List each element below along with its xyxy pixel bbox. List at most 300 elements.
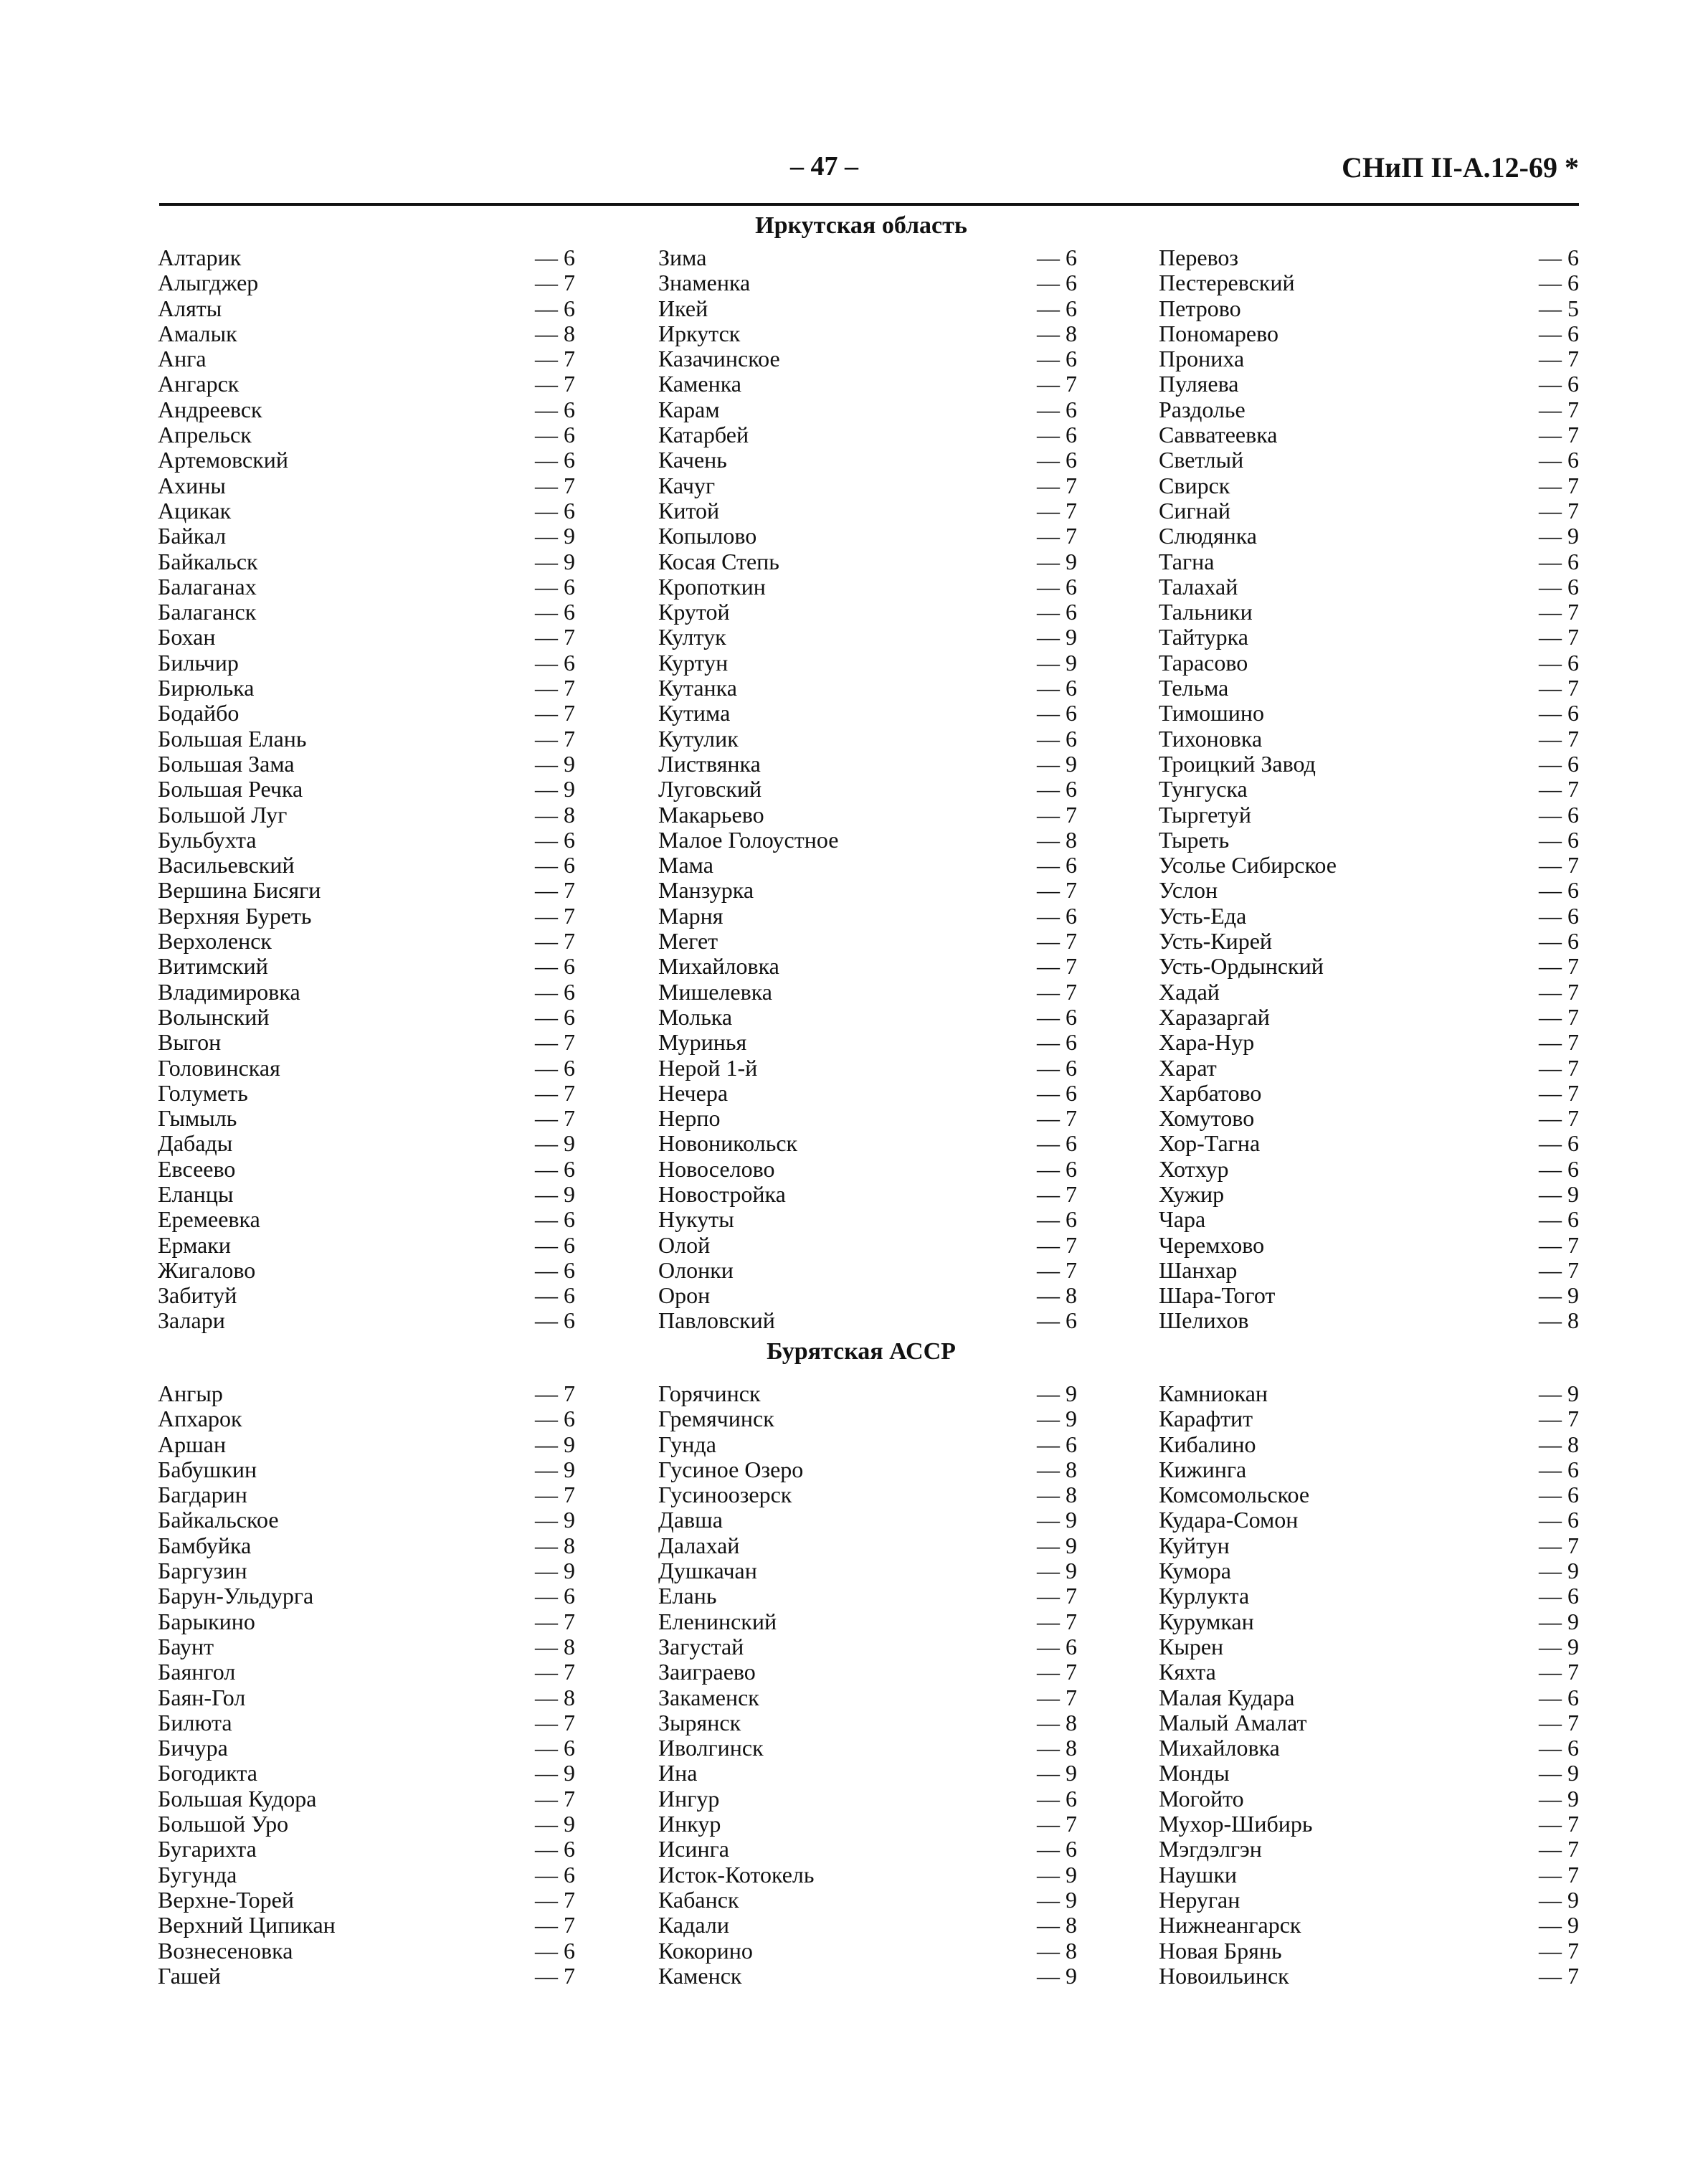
place-value: — 7 [1539,1962,1579,1989]
place-value: — 6 [1539,1507,1579,1533]
place-name: Хотхур [1159,1155,1229,1182]
place-value: — 9 [1539,1633,1579,1659]
place-name: Иволгинск [658,1735,764,1761]
place-name: Душкачан [658,1558,757,1584]
list-item [658,1030,1077,1055]
list-item [658,1131,1077,1156]
list-item [658,1106,1077,1131]
place-name: Гусиное Озеро [658,1456,804,1482]
place-name: Кырен [1159,1633,1224,1659]
place-value: — 6 [1037,270,1077,296]
place-name: Сигнай [1159,497,1231,524]
place-name: Копылово [658,523,757,549]
place-value: — 8 [1037,1482,1077,1508]
place-name: Хадай [1159,978,1220,1005]
place-value: — 8 [1539,1431,1579,1457]
list-item [658,270,1077,295]
place-name: Качуг [658,472,716,498]
list-item [158,1258,575,1283]
place-value: — 7 [1037,523,1077,549]
column-3 [1159,245,1579,1334]
place-value: — 9 [1539,1886,1579,1913]
list-item [158,1406,575,1431]
place-value: — 7 [535,1709,575,1735]
place-name: Еланцы [158,1180,234,1207]
place-name: Манзурка [658,877,754,904]
column-2 [658,245,1077,1334]
place-value: — 6 [535,1282,575,1309]
place-name: Гунда [658,1431,716,1457]
list-item [158,524,575,549]
list-item [1159,1735,1579,1761]
list-item [1159,1131,1579,1156]
list-item [1159,346,1579,371]
place-name: Дабады [158,1130,233,1157]
place-name: Олой [658,1231,711,1258]
list-item [1159,448,1579,473]
place-name: Карам [658,396,720,422]
place-value: — 6 [1539,801,1579,828]
place-name: Казачинское [658,346,780,372]
place-name: Жигалово [158,1256,256,1283]
list-item [658,1888,1077,1913]
list-item [158,397,575,422]
place-value: — 9 [1037,1532,1077,1558]
place-name: Луговский [658,776,762,802]
place-value: — 6 [1539,877,1579,904]
place-name: Нечера [658,1079,729,1106]
place-value: — 6 [1037,1633,1077,1659]
list-item [1159,574,1579,600]
place-name: Каменск [658,1962,742,1989]
place-name: Малая Кудара [1159,1684,1295,1710]
list-item [658,1207,1077,1232]
place-value: — 7 [1539,624,1579,650]
place-name: Пестеревский [1159,270,1295,296]
place-value: — 7 [1037,1583,1077,1609]
list-item [1159,1381,1579,1406]
place-value: — 7 [1539,953,1579,980]
place-value: — 7 [535,270,575,296]
place-name: Барун-Ульдурга [158,1583,314,1609]
list-item [158,1609,575,1634]
place-value: — 9 [1539,1282,1579,1309]
place-name: Петрово [1159,295,1241,321]
place-value: — 7 [1539,1532,1579,1558]
list-item [158,1283,575,1308]
place-name: Анга [158,346,207,372]
list-item [158,828,575,853]
place-name: Тунгуска [1159,776,1248,802]
list-item [658,1533,1077,1558]
place-value: — 7 [535,1912,575,1938]
list-item [158,1888,575,1913]
list-item [158,1533,575,1558]
list-item [158,1659,575,1685]
list-item [1159,904,1579,929]
place-value: — 9 [1539,1785,1579,1812]
place-name: Свирск [1159,472,1230,498]
list-item [1159,1938,1579,1964]
list-item [1159,422,1579,448]
place-value: — 9 [1037,1406,1077,1432]
place-name: Монды [1159,1760,1230,1786]
place-name: Мегет [658,928,718,955]
place-name: Олонки [658,1256,734,1283]
place-name: Новостройка [658,1180,786,1207]
list-item [658,1457,1077,1482]
place-name: Усть-Ордынский [1159,953,1324,980]
place-name: Головинская [158,1054,280,1081]
place-value: — 6 [1539,1456,1579,1482]
place-name: Витимский [158,953,268,980]
list-item [158,1030,575,1055]
list-item [658,929,1077,954]
place-name: Большой Уро [158,1811,289,1837]
list-item [158,1634,575,1659]
place-name: Бабушкин [158,1456,257,1482]
place-value: — 9 [1539,1912,1579,1938]
list-item [658,448,1077,473]
place-value: — 6 [1037,599,1077,625]
place-name: Тимошино [1159,700,1265,726]
place-name: Кутулик [658,725,739,752]
place-name: Черемхово [1159,1231,1265,1258]
list-item [1159,524,1579,549]
place-value: — 9 [1037,624,1077,650]
place-name: Большая Кудора [158,1785,317,1812]
list-item [158,1131,575,1156]
place-value: — 7 [1037,877,1077,904]
place-value: — 6 [1037,725,1077,752]
list-item [1159,752,1579,777]
place-name: Горячинск [658,1381,761,1406]
place-value: — 8 [1037,320,1077,346]
list-item [158,245,575,270]
place-name: Катарбей [658,422,749,448]
place-value: — 9 [535,1180,575,1207]
list-item [658,1507,1077,1533]
list-item [1159,245,1579,270]
list-item [158,1081,575,1106]
place-name: Кутима [658,700,731,726]
place-name: Ермаки [158,1231,231,1258]
place-value: — 6 [1037,295,1077,321]
list-item [658,397,1077,422]
list-item [158,1005,575,1030]
list-item [658,1056,1077,1081]
list-item [158,1308,575,1333]
place-value: — 6 [1539,928,1579,955]
place-value: — 8 [535,320,575,346]
place-name: Раздолье [1159,396,1246,422]
list-item [658,1482,1077,1507]
place-name: Богодикта [158,1760,257,1786]
list-item [158,498,575,524]
place-value: — 7 [535,928,575,955]
place-value: — 6 [1037,1155,1077,1182]
place-name: Тагна [1159,548,1215,574]
place-name: Куйтун [1159,1532,1230,1558]
place-value: — 6 [535,649,575,676]
place-value: — 6 [1037,1785,1077,1812]
place-name: Мама [658,852,713,879]
place-name: Малое Голоустное [658,826,839,853]
place-name: Молька [658,1003,733,1030]
list-item [658,650,1077,676]
list-item [1159,1056,1579,1081]
list-item [658,1659,1077,1685]
column-3 [1159,1381,1579,1989]
list-item [158,1837,575,1862]
place-name: Байкал [158,523,227,549]
place-name: Аршан [158,1431,227,1457]
list-item [158,1735,575,1761]
list-item [158,371,575,397]
place-name: Икей [658,295,708,321]
place-name: Тихоновка [1159,725,1263,752]
list-item [158,853,575,878]
page-number: – 47 – [790,151,858,181]
list-item [158,1583,575,1609]
place-name: Балаганск [158,599,257,625]
place-value: — 7 [535,472,575,498]
place-name: Верхоленск [158,928,272,955]
place-value: — 5 [1539,295,1579,321]
place-value: — 6 [1037,1307,1077,1334]
place-name: Хор-Тагна [1159,1130,1261,1157]
place-name: Талахай [1159,573,1238,600]
place-value: — 9 [1037,548,1077,574]
list-item [158,1812,575,1837]
place-value: — 6 [1037,447,1077,473]
list-item [658,1862,1077,1888]
list-item [158,676,575,701]
place-name: Неруган [1159,1886,1240,1913]
place-value: — 6 [1037,1431,1077,1457]
place-name: Инкур [658,1811,721,1837]
place-name: Кибалино [1159,1431,1256,1457]
place-value: — 9 [1037,1886,1077,1913]
list-item [658,701,1077,726]
place-value: — 7 [1539,422,1579,448]
list-item [158,1106,575,1131]
place-value: — 9 [1539,1558,1579,1584]
list-item [1159,1964,1579,1989]
list-item [658,1812,1077,1837]
place-value: — 6 [1539,320,1579,346]
list-item [658,625,1077,650]
list-item [658,1938,1077,1964]
place-value: — 6 [1037,675,1077,701]
list-item [158,650,575,676]
place-value: — 7 [1037,1811,1077,1837]
list-item [658,1964,1077,1989]
list-item [1159,1182,1579,1207]
place-name: Баунт [158,1633,214,1659]
list-item [1159,1786,1579,1812]
place-name: Бичура [158,1735,228,1761]
list-item [1159,1685,1579,1710]
place-value: — 6 [1539,750,1579,777]
section-title: Бурятская АССР [767,1338,956,1365]
list-item [158,296,575,321]
place-value: — 6 [1539,1482,1579,1508]
place-name: Алыгджер [158,270,259,296]
place-value: — 7 [1539,346,1579,372]
list-item [1159,473,1579,498]
place-value: — 9 [535,1811,575,1837]
place-value: — 7 [1037,953,1077,980]
list-item [1159,1659,1579,1685]
place-name: Бугунда [158,1861,237,1888]
list-item [1159,1457,1579,1482]
place-name: Выгон [158,1029,222,1056]
list-item [658,853,1077,878]
place-name: Бамбуйка [158,1532,252,1558]
place-value: — 7 [535,346,575,372]
list-item [658,498,1077,524]
list-item [1159,1913,1579,1938]
place-value: — 8 [535,1684,575,1710]
place-name: Байкальск [158,548,258,574]
place-value: — 7 [1539,1406,1579,1432]
place-name: Хара-Нур [1159,1029,1255,1056]
place-value: — 6 [535,599,575,625]
place-name: Ангыр [158,1381,223,1406]
place-value: — 7 [1037,497,1077,524]
list-item [158,878,575,903]
list-item [1159,600,1579,625]
place-value: — 9 [535,1760,575,1786]
list-item [158,1056,575,1081]
place-name: Слюдянка [1159,523,1257,549]
place-name: Нукуты [658,1206,734,1233]
list-item [158,1381,575,1406]
place-value: — 7 [535,1962,575,1989]
list-item [658,802,1077,828]
list-item [658,752,1077,777]
list-item [158,726,575,752]
list-item [158,1786,575,1812]
place-name: Вознесеновка [158,1937,293,1964]
place-name: Усть-Еда [1159,902,1247,929]
place-value: — 7 [535,1381,575,1406]
list-item [1159,296,1579,321]
place-value: — 6 [1539,649,1579,676]
place-name: Комсомольское [1159,1482,1310,1508]
place-name: Шара-Тогот [1159,1282,1276,1309]
place-name: Троицкий Завод [1159,750,1316,777]
place-value: — 7 [1539,1029,1579,1056]
place-name: Байкальское [158,1507,279,1533]
place-name: Каменка [658,371,741,397]
list-item [158,802,575,828]
place-name: Хомутово [1159,1105,1255,1132]
place-name: Кутанка [658,675,737,701]
place-name: Верхняя Буреть [158,902,312,929]
place-name: Еремеевка [158,1206,260,1233]
list-item [158,1207,575,1232]
place-value: — 9 [1539,1608,1579,1634]
list-item [658,904,1077,929]
place-name: Кяхта [1159,1659,1216,1685]
place-value: — 9 [1037,1558,1077,1584]
place-value: — 7 [1539,472,1579,498]
place-name: Нерпо [658,1105,721,1132]
place-name: Большая Речка [158,776,303,802]
place-name: Орон [658,1282,711,1309]
place-value: — 6 [1037,776,1077,802]
list-item [1159,980,1579,1005]
list-item [658,828,1077,853]
list-item [658,1710,1077,1735]
place-name: Усть-Кирей [1159,928,1273,955]
place-value: — 8 [1037,1735,1077,1761]
list-item [158,1558,575,1583]
place-value: — 9 [1539,1381,1579,1406]
place-value: — 7 [535,1079,575,1106]
place-name: Ацикак [158,497,232,524]
place-value: — 7 [1037,801,1077,828]
place-name: Ангарск [158,371,239,397]
place-name: Хужир [1159,1180,1225,1207]
place-name: Курлукта [1159,1583,1250,1609]
place-name: Васильевский [158,852,295,879]
place-name: Бодайбо [158,700,239,726]
place-name: Волынский [158,1003,270,1030]
place-value: — 9 [1037,1962,1077,1989]
place-name: Ингур [658,1785,720,1812]
column-1 [158,1381,575,1989]
place-value: — 7 [1539,776,1579,802]
place-name: Амалык [158,320,237,346]
list-item [658,296,1077,321]
list-item [158,1685,575,1710]
column-1 [158,245,575,1334]
place-name: Баянгол [158,1659,236,1685]
place-value: — 9 [535,776,575,802]
place-value: — 9 [1037,1507,1077,1533]
list-item [158,1507,575,1533]
place-value: — 7 [1037,1105,1077,1132]
place-name: Верхне-Торей [158,1886,294,1913]
place-value: — 7 [1037,1231,1077,1258]
place-name: Мэгдэлгэн [1159,1836,1262,1862]
list-item [1159,802,1579,828]
place-value: — 6 [535,1735,575,1761]
place-name: Усолье Сибирское [1159,852,1337,879]
list-item [158,1938,575,1964]
list-item [658,878,1077,903]
list-item [158,1182,575,1207]
place-name: Харазаргай [1159,1003,1270,1030]
place-name: Кокорино [658,1937,753,1964]
list-item [1159,1710,1579,1735]
place-name: Михайловка [1159,1735,1280,1761]
list-item [1159,1432,1579,1457]
place-value: — 9 [535,1130,575,1157]
place-name: Верхний Ципикан [158,1912,336,1938]
list-item [1159,1558,1579,1583]
place-value: — 7 [1539,1256,1579,1283]
place-name: Знаменка [658,270,751,296]
place-value: — 6 [1037,852,1077,879]
place-name: Исинга [658,1836,729,1862]
list-item [1159,321,1579,346]
place-value: — 6 [1539,447,1579,473]
place-name: Апхарок [158,1406,242,1432]
